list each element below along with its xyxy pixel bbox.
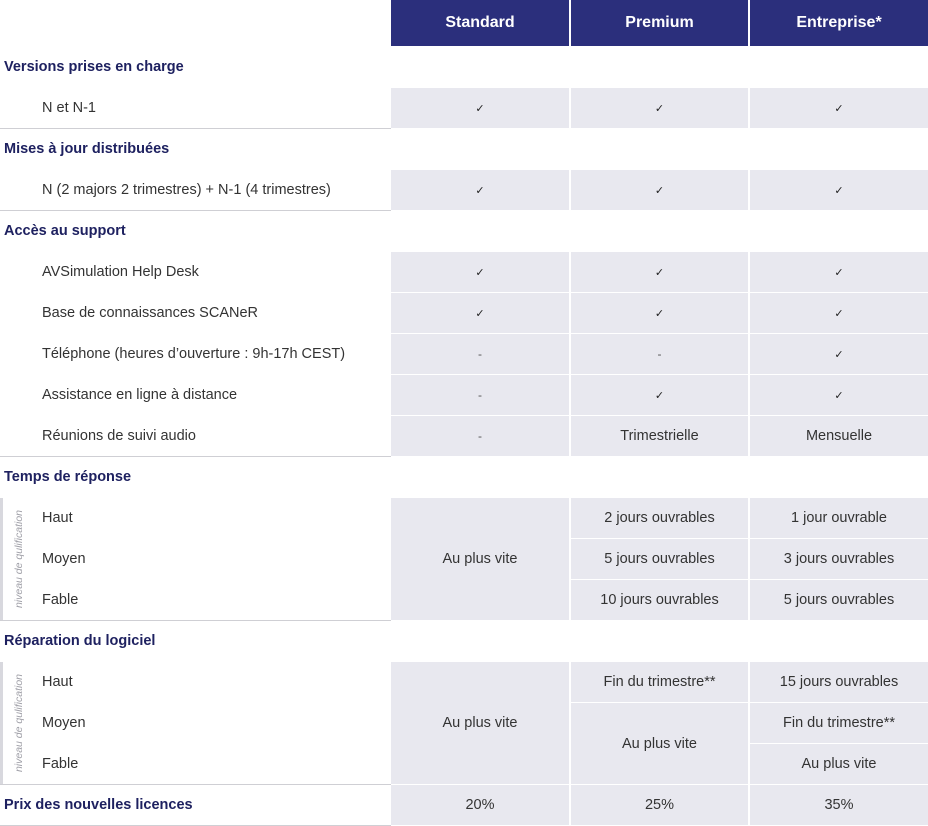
response-entreprise-high: 1 jour ouvrable <box>750 498 928 538</box>
qualifier-label: niveau de qulification <box>13 509 25 609</box>
check-icon: ✓ <box>571 375 748 415</box>
section-title-pricing: Prix des nouvelles licences <box>4 797 193 813</box>
check-icon: ✓ <box>750 88 928 128</box>
check-icon: ✓ <box>571 252 748 292</box>
response-premium-low: 10 jours ouvrables <box>571 580 748 620</box>
check-icon: ✓ <box>571 170 748 210</box>
qualifier-label: niveau de qulification <box>13 673 25 773</box>
row-label-remote-assistance: Assistance en ligne à distance <box>42 387 238 403</box>
repair-entreprise-low: Au plus vite <box>750 744 928 784</box>
column-header-standard: Standard <box>391 0 569 46</box>
column-header-premium: Premium <box>571 0 748 46</box>
dash-cell: - <box>391 416 569 456</box>
row-label-versions: N et N-1 <box>42 100 96 116</box>
column-header-entreprise: Entreprise* <box>750 0 928 46</box>
response-standard: Au plus vite <box>391 498 569 620</box>
meeting-frequency-premium: Trimestrielle <box>571 416 748 456</box>
repair-premium-high: Fin du trimestre** <box>571 662 748 702</box>
price-entreprise: 35% <box>750 785 928 825</box>
response-entreprise-medium: 3 jours ouvrables <box>750 539 928 579</box>
section-title-versions: Versions prises en charge <box>4 59 184 75</box>
dash-cell: - <box>391 375 569 415</box>
row-label-low: Fable <box>42 756 79 772</box>
section-title-repair: Réparation du logiciel <box>4 633 156 649</box>
section-title-support: Accès au support <box>4 223 126 239</box>
response-entreprise-low: 5 jours ouvrables <box>750 580 928 620</box>
check-icon: ✓ <box>391 88 569 128</box>
row-label-high: Haut <box>42 510 73 526</box>
section-title-updates: Mises à jour distribuées <box>4 141 170 157</box>
repair-entreprise-high: 15 jours ouvrables <box>750 662 928 702</box>
check-icon: ✓ <box>750 252 928 292</box>
dash-cell: - <box>571 334 748 374</box>
price-standard: 20% <box>391 785 569 825</box>
repair-entreprise-medium: Fin du trimestre** <box>750 703 928 743</box>
dash-cell: - <box>391 334 569 374</box>
row-label-medium: Moyen <box>42 715 86 731</box>
check-icon: ✓ <box>571 293 748 333</box>
row-label-high: Haut <box>42 674 73 690</box>
row-label-phone: Téléphone (heures d’ouverture : 9h-17h CEST) <box>42 346 346 362</box>
response-premium-high: 2 jours ouvrables <box>571 498 748 538</box>
row-label-help-desk: AVSimulation Help Desk <box>42 264 199 280</box>
check-icon: ✓ <box>750 375 928 415</box>
check-icon: ✓ <box>571 88 748 128</box>
repair-premium-rest: Au plus vite <box>571 703 748 784</box>
row-label-updates: N (2 majors 2 trimestres) + N-1 (4 trimestres) <box>42 182 331 198</box>
row-label-knowledge-base: Base de connaissances SCANeR <box>42 305 259 321</box>
row-label-audio-meetings: Réunions de suivi audio <box>42 428 196 444</box>
check-icon: ✓ <box>391 293 569 333</box>
check-icon: ✓ <box>391 170 569 210</box>
row-label-medium: Moyen <box>42 551 86 567</box>
price-premium: 25% <box>571 785 748 825</box>
check-icon: ✓ <box>750 170 928 210</box>
repair-standard: Au plus vite <box>391 662 569 784</box>
meeting-frequency-entreprise: Mensuelle <box>750 416 928 456</box>
response-premium-medium: 5 jours ouvrables <box>571 539 748 579</box>
row-label-low: Fable <box>42 592 79 608</box>
check-icon: ✓ <box>391 252 569 292</box>
qualifier-bar <box>0 662 3 784</box>
check-icon: ✓ <box>750 334 928 374</box>
check-icon: ✓ <box>750 293 928 333</box>
section-title-response: Temps de réponse <box>4 469 132 485</box>
qualifier-bar <box>0 498 3 620</box>
